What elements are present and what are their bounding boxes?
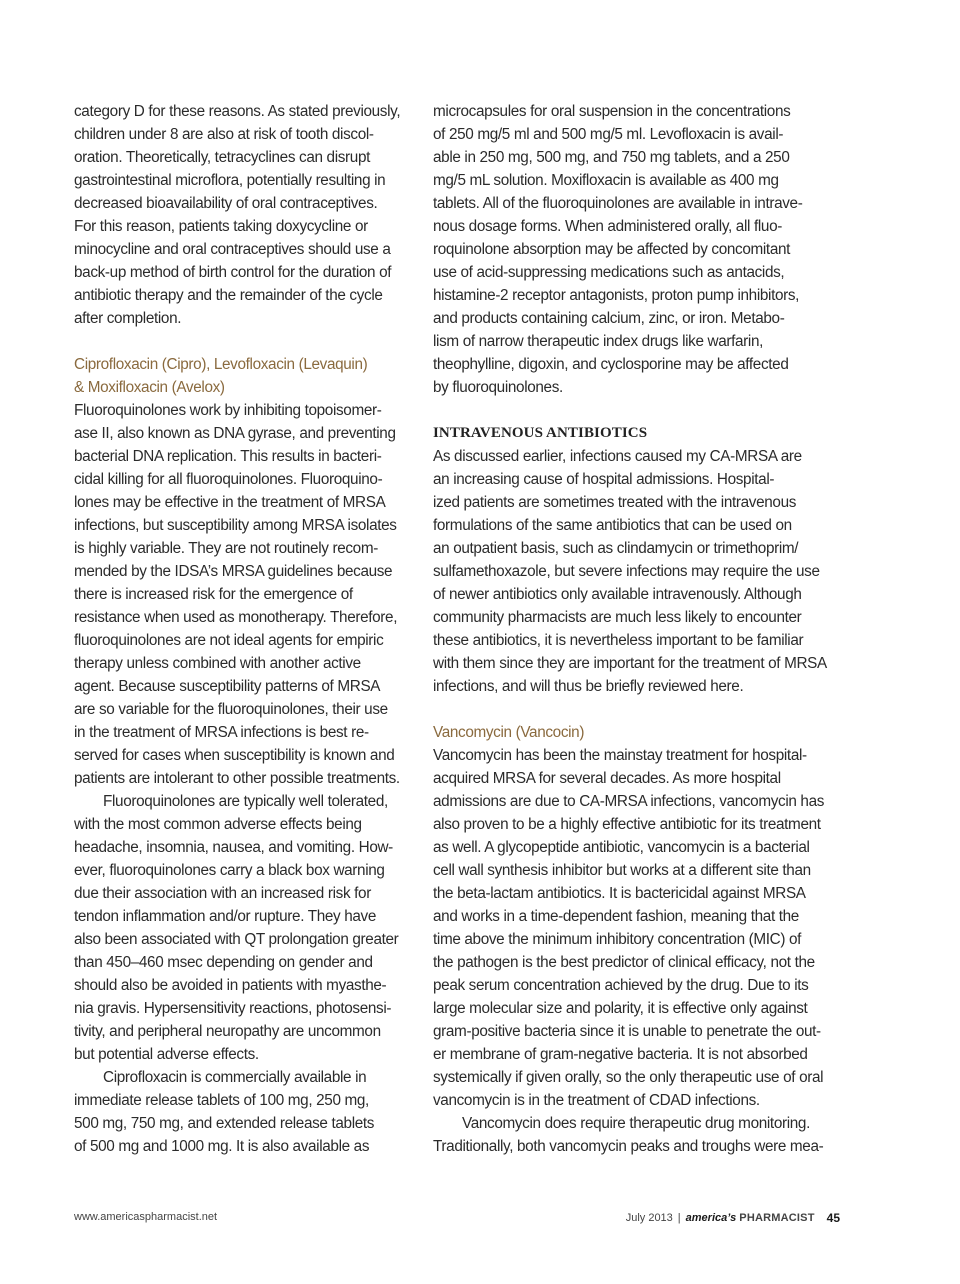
text-line: lones may be effective in the treatment of MRSA — [74, 494, 386, 511]
text-line: therapy unless combined with another active — [74, 655, 361, 672]
left-column — [74, 100, 486, 1158]
text-line: mg/5 mL solution. Moxifloxacin is available as 400 mg — [433, 172, 779, 189]
paragraph-tetracycline-end — [74, 100, 486, 330]
text-line: than 450–460 msec depending on gender and — [74, 954, 373, 971]
text-line: the beta-lactam antibiotics. It is bactericidal against MRSA — [433, 885, 806, 902]
paragraph-fluoro-formulations — [74, 1066, 486, 1158]
footer-brand-small: america’s — [685, 1212, 737, 1224]
text-line: infections, and will thus be briefly reviewed here. — [433, 678, 744, 695]
text-line: decreased bioavailability of oral contraceptives. — [74, 195, 378, 212]
text-line: lism of narrow therapeutic index drugs like warfarin, — [433, 333, 764, 350]
footer-issue-info — [626, 1211, 840, 1225]
text-line: As discussed earlier, infections caused my CA-MRSA are — [433, 448, 802, 465]
text-line: as well. A glycopeptide antibiotic, vancomycin is a bacterial — [433, 839, 810, 856]
right-column — [433, 100, 845, 1158]
text-line: after completion. — [74, 310, 182, 327]
text-line: nous dosage forms. When administered orally, all fluo- — [433, 218, 782, 235]
paragraph-vancomycin-monitoring — [433, 1112, 845, 1158]
text-line: ever, fluoroquinolones carry a black box warning — [74, 862, 385, 879]
heading-vancomycin-text: Vancomycin (Vancocin) — [433, 724, 585, 741]
text-line: tivity, and peripheral neuropathy are uncommon — [74, 1023, 381, 1040]
text-line: minocycline and oral contraceptives should use a — [74, 241, 391, 258]
footer-website-url: www.americaspharmacist.net — [74, 1211, 218, 1223]
text-line: er membrane of gram-negative bacteria. It is not absorbed — [433, 1046, 808, 1063]
text-line: sulfamethoxazole, but severe infections may require the use — [433, 563, 820, 580]
text-line: cidal killing for all fluoroquinolones. Fluoroquino- — [74, 471, 383, 488]
text-line: also proven to be a highly effective antibiotic for its treatment — [433, 816, 821, 833]
text-line: ized patients are sometimes treated with the intravenous — [433, 494, 797, 511]
text-line: use of acid-suppressing medications such as antacids, — [433, 264, 785, 281]
paragraph-fluoro-adverse — [74, 790, 486, 1066]
text-line: vancomycin is in the treatment of CDAD infections. — [433, 1092, 760, 1109]
text-line: Ciprofloxacin (Cipro), Levofloxacin (Levaquin) — [74, 356, 368, 373]
text-line: formulations of the same antibiotics that can be used on — [433, 517, 792, 534]
text-line: systemically if given orally, so the only therapeutic use of oral — [433, 1069, 824, 1086]
footer-issue-date: July 2013 — [625, 1212, 673, 1224]
footer-brand-large: PHARMACIST — [739, 1212, 815, 1224]
text-line: admissions are due to CA-MRSA infections, vancomycin has — [433, 793, 825, 810]
text-line: category D for these reasons. As stated previously, — [74, 103, 401, 120]
text-line: agent. Because susceptibility patterns of MRSA — [74, 678, 381, 695]
text-line: For this reason, patients taking doxycycline or — [74, 218, 368, 235]
text-line: in the treatment of MRSA infections is best re- — [74, 724, 369, 741]
text-line: patients are intolerant to other possible treatments. — [74, 770, 400, 787]
text-line: tablets. All of the fluoroquinolones are available in intrave- — [433, 195, 803, 212]
text-line: time above the minimum inhibitory concentration (MIC) of — [433, 931, 802, 948]
text-line: community pharmacists are much less likely to encounter — [433, 609, 802, 626]
text-line: of 250 mg/5 ml and 500 mg/5 ml. Levofloxacin is avail- — [433, 126, 784, 143]
text-line: tendon inflammation and/or rupture. They have — [74, 908, 376, 925]
text-line: back-up method of birth control for the duration of — [74, 264, 392, 281]
paragraph-fluoro-mechanism — [74, 399, 486, 790]
text-line: with them since they are important for the treatment of MRSA — [433, 655, 827, 672]
heading-fluoroquinolones — [74, 353, 486, 399]
text-line: served for cases when susceptibility is known and — [74, 747, 395, 764]
text-line: are so variable for the fluoroquinolones, their use — [74, 701, 388, 718]
text-line: Fluoroquinolones are typically well tolerated, — [103, 793, 388, 810]
paragraph-intravenous — [433, 445, 845, 698]
text-line: of 500 mg and 1000 mg. It is also available as — [74, 1138, 370, 1155]
text-line: theophylline, digoxin, and cyclosporine may be affected — [433, 356, 789, 373]
text-line: should also be avoided in patients with myasthe- — [74, 977, 387, 994]
text-line: histamine-2 receptor antagonists, proton pump inhibitors, — [433, 287, 800, 304]
text-line: also been associated with QT prolongation greater — [74, 931, 399, 948]
text-line: large molecular size and polarity, it is effective only against — [433, 1000, 808, 1017]
text-line: Ciprofloxacin is commercially available in — [103, 1069, 367, 1086]
heading-intravenous-antibiotics: INTRAVENOUS ANTIBIOTICS — [433, 425, 648, 441]
text-line: due their association with an increased risk for — [74, 885, 371, 902]
text-line: ase II, also known as DNA gyrase, and preventing — [74, 425, 396, 442]
text-line: of newer antibiotics only available intravenously. Although — [433, 586, 802, 603]
text-line: an increasing cause of hospital admissions. Hospital- — [433, 471, 775, 488]
text-line: peak serum concentration achieved by the drug. Due to its — [433, 977, 809, 994]
text-line: these antibiotics, it is nevertheless important to be familiar — [433, 632, 804, 649]
text-line: gram-positive bacteria since it is unable to penetrate the out- — [433, 1023, 821, 1040]
text-line: an outpatient basis, such as clindamycin or trimethoprim/ — [433, 540, 799, 557]
text-line: infections, but susceptibility among MRSA isolates — [74, 517, 397, 534]
paragraph-fluoro-continued — [433, 100, 845, 399]
text-line: microcapsules for oral suspension in the concentrations — [433, 103, 791, 120]
text-line: roquinolone absorption may be affected by concomitant — [433, 241, 791, 258]
text-line: but potential adverse effects. — [74, 1046, 259, 1063]
text-line: immediate release tablets of 100 mg, 250 mg, — [74, 1092, 369, 1109]
text-line: 500 mg, 750 mg, and extended release tablets — [74, 1115, 375, 1132]
text-line: with the most common adverse effects being — [74, 816, 362, 833]
text-line: children under 8 are also at risk of tooth discol- — [74, 126, 374, 143]
text-line: Traditionally, both vancomycin peaks and troughs were mea- — [433, 1138, 824, 1155]
text-line: and products containing calcium, zinc, or iron. Metabo- — [433, 310, 785, 327]
text-line: gastrointestinal microflora, potentially resulting in — [74, 172, 386, 189]
text-line: and works in a time-dependent fashion, meaning that the — [433, 908, 799, 925]
heading-vancomycin — [433, 721, 845, 744]
text-line: able in 250 mg, 500 mg, and 750 mg tablets, and a 250 — [433, 149, 790, 166]
footer-separator: | — [677, 1212, 681, 1224]
text-line: & Moxifloxacin (Avelox) — [74, 379, 225, 396]
text-line: cell wall synthesis inhibitor but works at a different site than — [433, 862, 811, 879]
text-line: oration. Theoretically, tetracyclines can disrupt — [74, 149, 371, 166]
paragraph-vancomycin-overview — [433, 744, 845, 1112]
text-line: headache, insomnia, nausea, and vomiting. How- — [74, 839, 393, 856]
text-line: the pathogen is the best predictor of clinical efficacy, not the — [433, 954, 815, 971]
text-line: is highly variable. They are not routinely recom- — [74, 540, 378, 557]
text-line: Vancomycin has been the mainstay treatment for hospital- — [433, 747, 807, 764]
text-line: Vancomycin does require therapeutic drug monitoring. — [462, 1115, 810, 1132]
text-line: resistance when used as monotherapy. Therefore, — [74, 609, 398, 626]
text-line: nia gravis. Hypersensitivity reactions, photosensi- — [74, 1000, 392, 1017]
text-line: bacterial DNA replication. This results in bacteri- — [74, 448, 382, 465]
text-line: acquired MRSA for several decades. As more hospital — [433, 770, 781, 787]
page-number: 45 — [826, 1211, 840, 1225]
text-line: antibiotic therapy and the remainder of the cycle — [74, 287, 383, 304]
text-line: Fluoroquinolones work by inhibiting topoisomer- — [74, 402, 382, 419]
text-line: fluoroquinolones are not ideal agents for empiric — [74, 632, 384, 649]
text-line: mended by the IDSA’s MRSA guidelines because — [74, 563, 393, 580]
text-line: by fluoroquinolones. — [433, 379, 563, 396]
text-line: there is increased risk for the emergence of — [74, 586, 353, 603]
